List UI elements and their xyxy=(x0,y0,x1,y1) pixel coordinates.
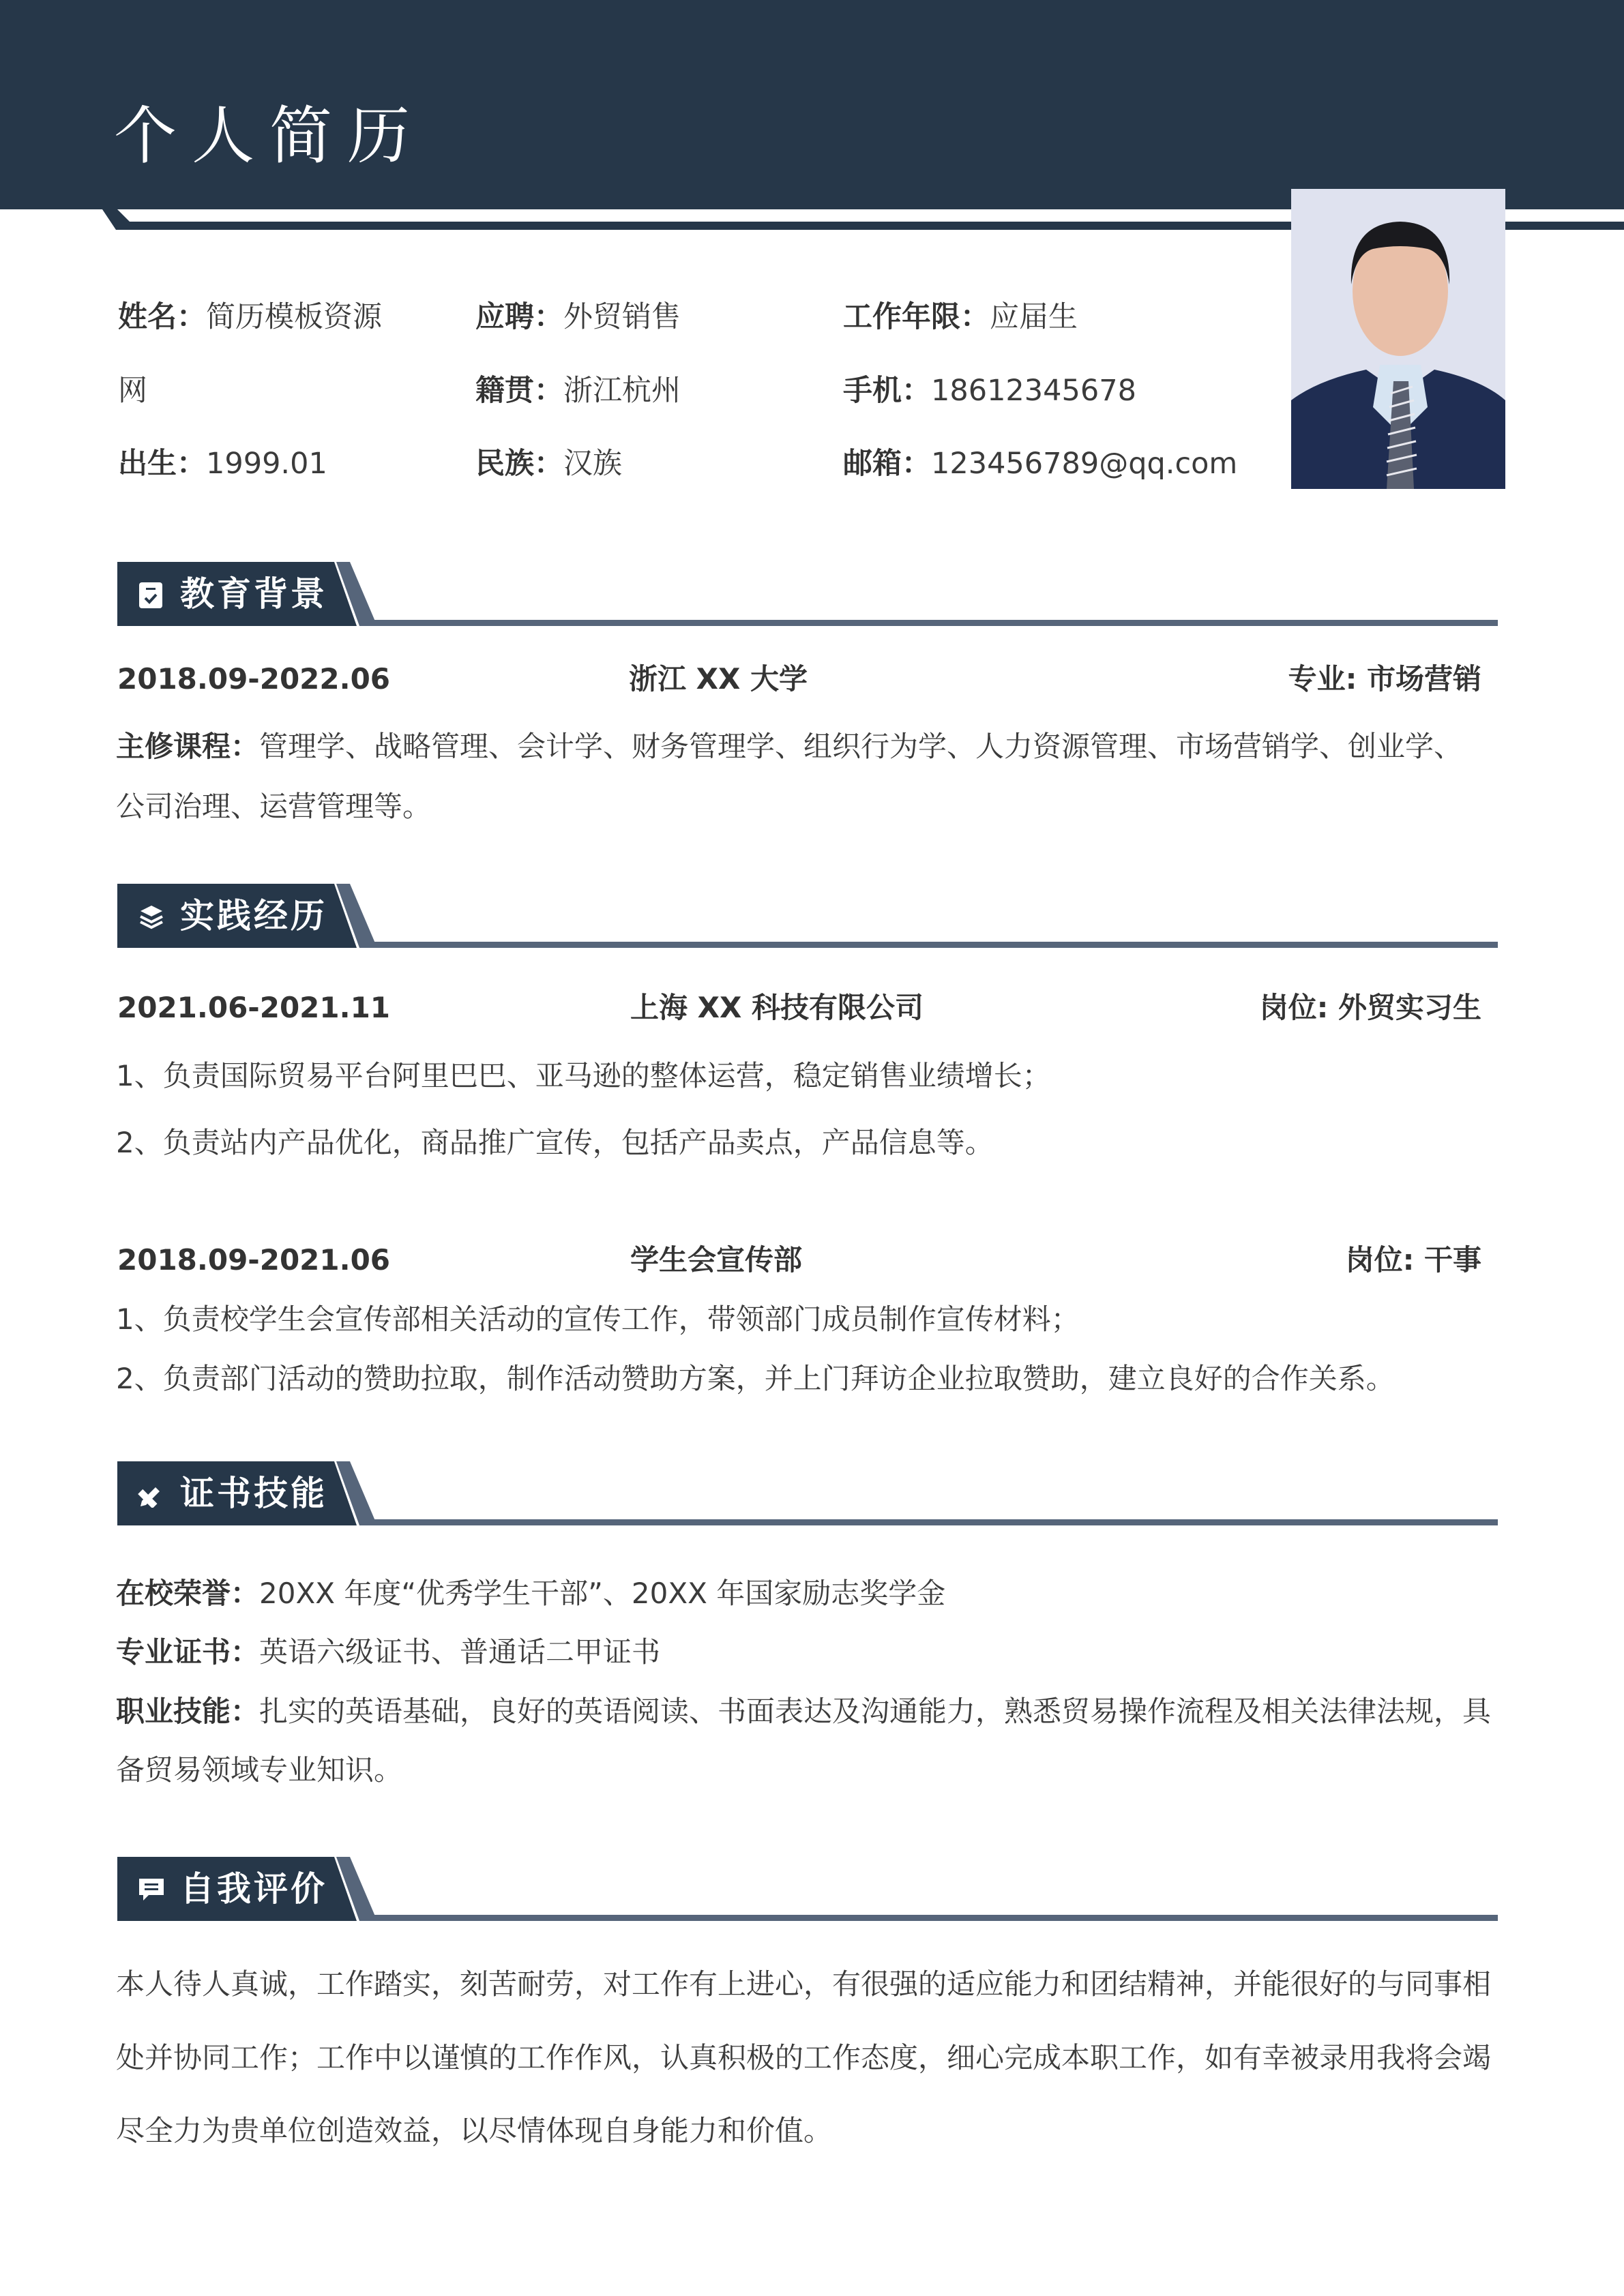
field-label: 邮箱： xyxy=(843,447,931,481)
clipboard-check-icon xyxy=(138,581,165,608)
section-title: 教育背景 xyxy=(180,574,327,614)
field-value: 1999.01 xyxy=(206,447,327,481)
practice-role: 岗位: 干事 xyxy=(1345,1243,1481,1277)
section-header-education xyxy=(117,562,1498,627)
section-header-practice xyxy=(117,884,1498,949)
section-title: 实践经历 xyxy=(180,896,327,936)
practice-bullet: 1、负责国际贸易平台阿里巴巴、亚马逊的整体运营，稳定销售业绩增长； xyxy=(116,1059,1051,1092)
education-courses xyxy=(116,726,1462,767)
self-eval-line: 本人待人真诚，工作踏实，刻苦耐劳，对工作有上进心，有很强的适应能力和团结精神，并能很好的与同事相 xyxy=(116,1967,1492,2001)
education-major: 专业: 市场营销 xyxy=(1288,662,1481,696)
skills-label: 职业技能： xyxy=(116,1695,260,1728)
education-school: 浙江 XX 大学 xyxy=(629,662,808,696)
skills-value: 扎实的英语基础，良好的英语阅读、书面表达及沟通能力，熟悉贸易操作流程及相关法律法规，具 xyxy=(259,1695,1492,1728)
profile-photo xyxy=(1291,189,1505,489)
skills-certificates xyxy=(116,1632,660,1673)
field-value: 浙江杭州 xyxy=(563,374,681,408)
courses-value: 管理学、战略管理、会计学、财务管理学、组织行为学、人力资源管理、市场营销学、创业学、 xyxy=(259,730,1463,763)
skills-label: 专业证书： xyxy=(116,1635,260,1669)
field-value: 123456789@qq.com xyxy=(931,447,1238,481)
skills-honors xyxy=(116,1573,945,1614)
practice-bullet: 1、负责校学生会宣传部相关活动的宣传工作，带领部门成员制作宣传材料； xyxy=(116,1302,1080,1336)
page-title: 个人简历 xyxy=(114,100,426,173)
field-email xyxy=(843,443,1237,484)
practice-bullet: 2、负责站内产品优化，商品推广宣传，包括产品卖点，产品信息等。 xyxy=(116,1126,994,1159)
section-title: 自我评价 xyxy=(180,1869,327,1909)
practice-org: 上海 XX 科技有限公司 xyxy=(630,991,924,1024)
skills-value: 英语六级证书、普通话二甲证书 xyxy=(259,1635,661,1669)
pencil-ruler-icon xyxy=(138,1480,165,1508)
field-name-wrap xyxy=(118,370,147,411)
field-label: 工作年限： xyxy=(843,300,990,334)
field-value: 网 xyxy=(118,374,147,408)
field-label: 民族： xyxy=(475,447,563,481)
section-header-skills xyxy=(117,1461,1498,1527)
field-name xyxy=(118,297,382,338)
field-label: 姓名： xyxy=(118,300,206,334)
courses-value: 公司治理、运营管理等。 xyxy=(116,790,432,823)
field-value: 汉族 xyxy=(563,447,622,481)
field-label: 籍贯： xyxy=(475,374,563,408)
skills-value: 备贸易领域专业知识。 xyxy=(116,1753,403,1787)
self-eval-line: 处并协同工作；工作中以谨慎的工作作风，认真积极的工作态度，细心完成本职工作，如有幸被录用我将会竭 xyxy=(116,2041,1492,2074)
practice-bullet: 2、负责部门活动的赞助拉取，制作活动赞助方案，并上门拜访企业拉取赞助，建立良好的合作关系。 xyxy=(116,1362,1395,1395)
practice-role: 岗位: 外贸实习生 xyxy=(1259,991,1481,1024)
education-period: 2018.09-2022.06 xyxy=(117,662,391,696)
skills-value: 20XX 年度“优秀学生干部”、20XX 年国家励志奖学金 xyxy=(259,1577,946,1610)
field-position xyxy=(475,297,681,338)
skills-professional xyxy=(116,1691,1491,1732)
practice-period: 2021.06-2021.11 xyxy=(117,991,391,1024)
field-label: 手机： xyxy=(843,374,931,408)
field-hometown xyxy=(475,370,681,411)
self-eval-line: 尽全力为贵单位创造效益，以尽情体现自身能力和价值。 xyxy=(116,2114,833,2147)
comment-icon xyxy=(138,1876,165,1903)
skills-professional-cont xyxy=(116,1750,402,1791)
field-label: 出生： xyxy=(118,447,206,481)
field-label: 应聘： xyxy=(475,300,563,334)
field-value: 简历模板资源 xyxy=(206,300,382,334)
section-header-self-eval xyxy=(117,1857,1498,1922)
practice-org: 学生会宣传部 xyxy=(630,1243,803,1277)
field-ethnicity xyxy=(475,443,622,484)
practice-period: 2018.09-2021.06 xyxy=(117,1243,391,1277)
person-portrait-icon xyxy=(1291,189,1505,489)
section-title: 证书技能 xyxy=(180,1474,327,1513)
education-courses-cont xyxy=(116,786,431,827)
layers-icon xyxy=(138,903,165,930)
field-value: 应届生 xyxy=(990,300,1078,334)
skills-label: 在校荣誉： xyxy=(116,1577,260,1610)
field-birth xyxy=(118,443,327,484)
field-value: 18612345678 xyxy=(931,374,1136,408)
courses-label: 主修课程： xyxy=(116,730,260,763)
field-experience-years xyxy=(843,297,1078,338)
field-phone xyxy=(843,370,1136,411)
field-value: 外贸销售 xyxy=(563,300,681,334)
